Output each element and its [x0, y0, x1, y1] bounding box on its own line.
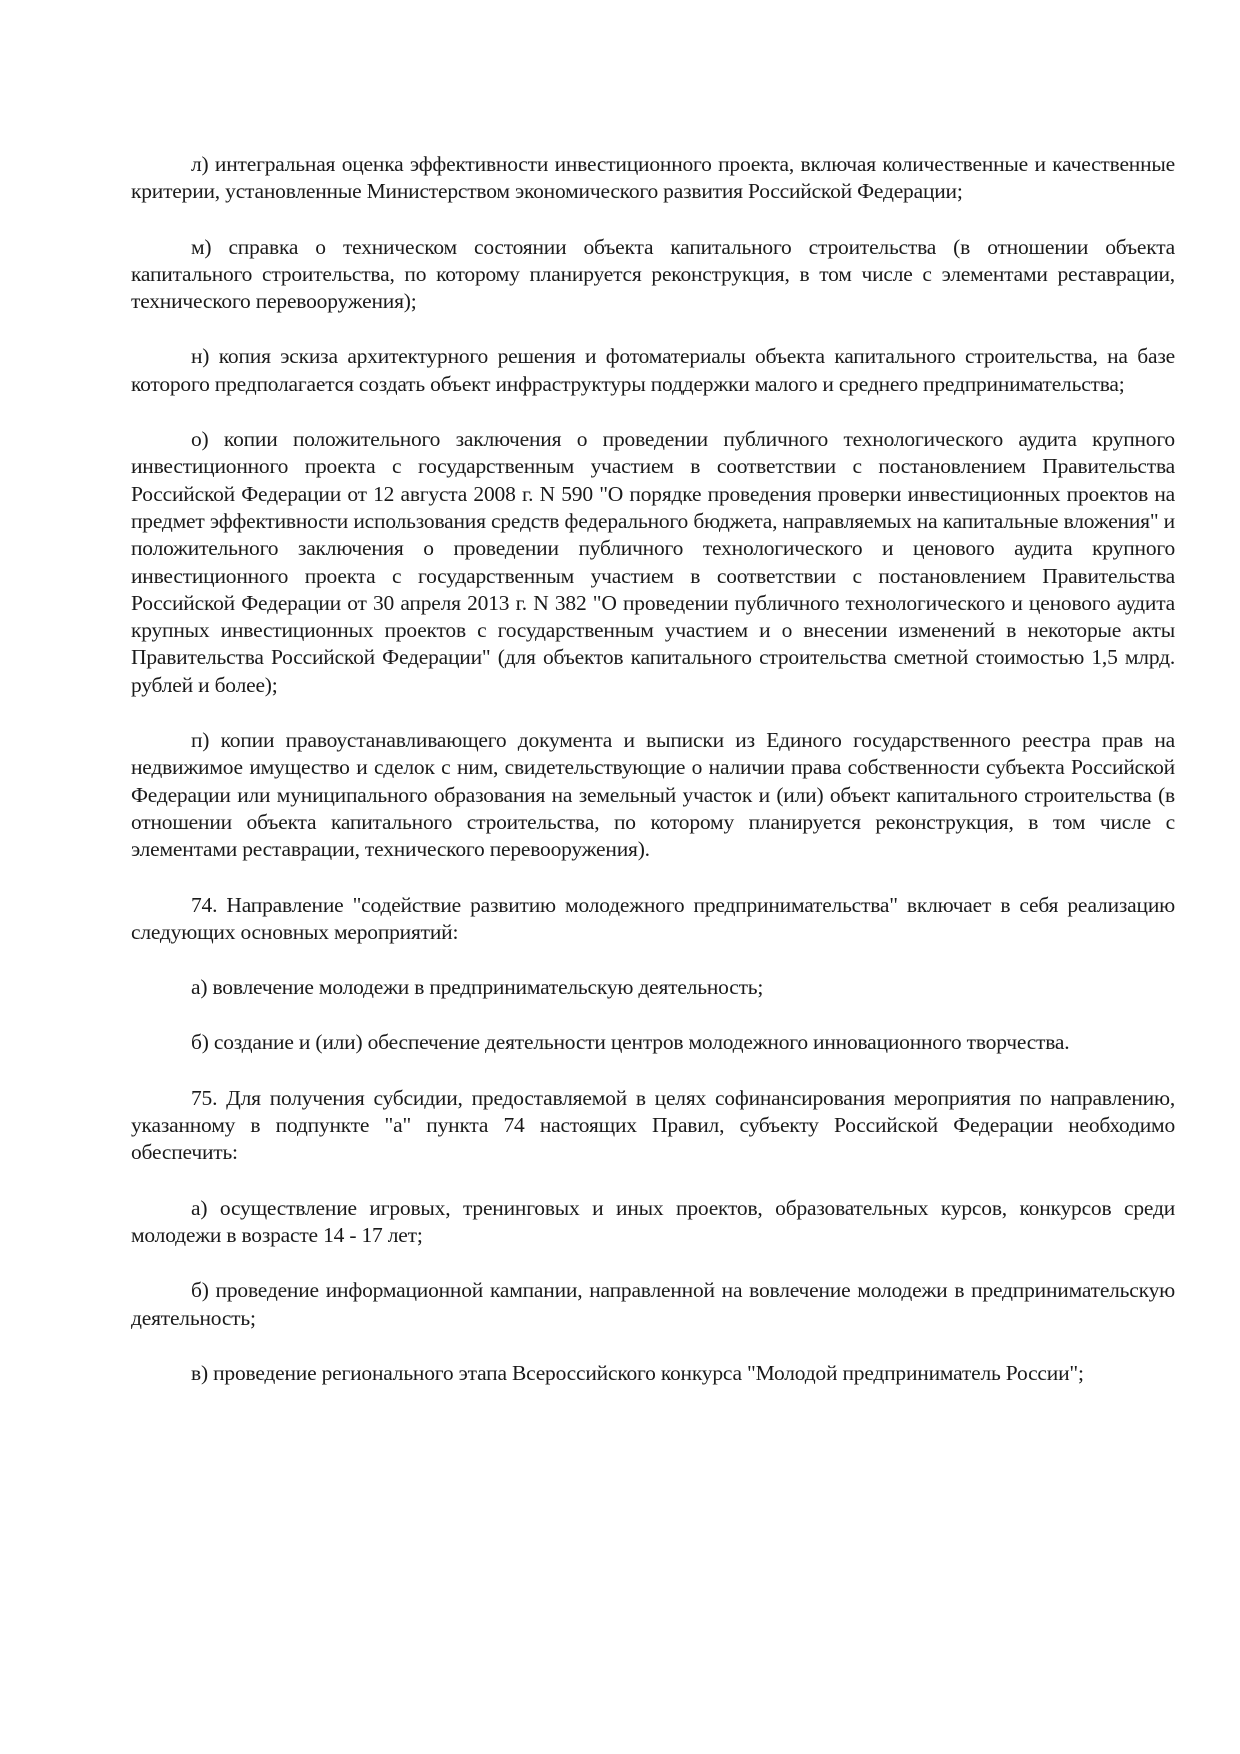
paragraph-item-p: п) копии правоустанавливающего документа и выписки из Единого государственного реестра прав на недвижимое имущество и сделок с ним, свидетельствующие о наличии права собственности субъекта Российской Федерации или муниципального образования на земельный участок и (или) объект капитального строительства (в отношении объекта капитального строительства, по которому планируется реконструкция, в том числе с элементами реставрации, технического перевооружения). — [131, 728, 1175, 862]
paragraph-section-74: 74. Направление "содействие развитию молодежного предпринимательства" включает в себя реализацию следующих основных мероприятий: — [131, 892, 1175, 944]
paragraph-75-v: в) проведение регионального этапа Всероссийского конкурса "Молодой предприниматель России"; — [191, 1360, 1084, 1385]
paragraph-75-b: б) проведение информационной кампании, направленной на вовлечение молодежи в предпринимательскую деятельность; — [131, 1278, 1175, 1330]
document-page — [131, 151, 1175, 1415]
paragraph-item-o: о) копии положительного заключения о проведении публичного технологического аудита крупного инвестиционного проекта с государственным участием в соответствии с постановлением Правительства Российской Федерации от 12 августа 2008 г. N 590 "О порядке проведения проверки инвестиционных проектов на предмет эффективности использования средств федерального бюджета, направляемых на капитальные вложения" и положительного заключения о проведении публичного технологического и ценового аудита крупного инвестиционного проекта с государственным участием в соответствии с постановлением Правительства Российской Федерации от 30 апреля 2013 г. N 382 "О проведении публичного технологического и ценового аудита крупных инвестиционных проектов с государственным участием и о внесении изменений в некоторые акты Правительства Российской Федерации" (для объектов капитального строительства сметной стоимостью 1,5 млрд. рублей и более); — [131, 427, 1175, 697]
paragraph-item-l: л) интегральная оценка эффективности инвестиционного проекта, включая количественные и качественные критерии, установленные Министерством экономического развития Российской Федерации; — [131, 152, 1175, 204]
paragraph-item-m: м) справка о техническом состоянии объекта капитального строительства (в отношении объекта капитального строительства, по которому планируется реконструкция, в том числе с элементами реставрации, технического перевооружения); — [131, 234, 1175, 314]
paragraph-74-a: а) вовлечение молодежи в предпринимательскую деятельность; — [191, 975, 764, 1000]
paragraph-item-n: н) копия эскиза архитектурного решения и фотоматериалы объекта капитального строительства, на базе которого предполагается создать объект инфраструктуры поддержки малого и среднего предпринимательства; — [131, 344, 1175, 396]
paragraph-74-b: б) создание и (или) обеспечение деятельности центров молодежного инновационного творчества. — [191, 1030, 1070, 1055]
paragraph-section-75: 75. Для получения субсидии, предоставляемой в целях софинансирования мероприятия по направлению, указанному в подпункте "а" пункта 74 настоящих Правил, субъекту Российской Федерации необходимо обеспечить: — [131, 1085, 1175, 1165]
paragraph-75-a: а) осуществление игровых, тренинговых и иных проектов, образовательных курсов, конкурсов среди молодежи в возрасте 14 - 17 лет; — [131, 1195, 1175, 1247]
